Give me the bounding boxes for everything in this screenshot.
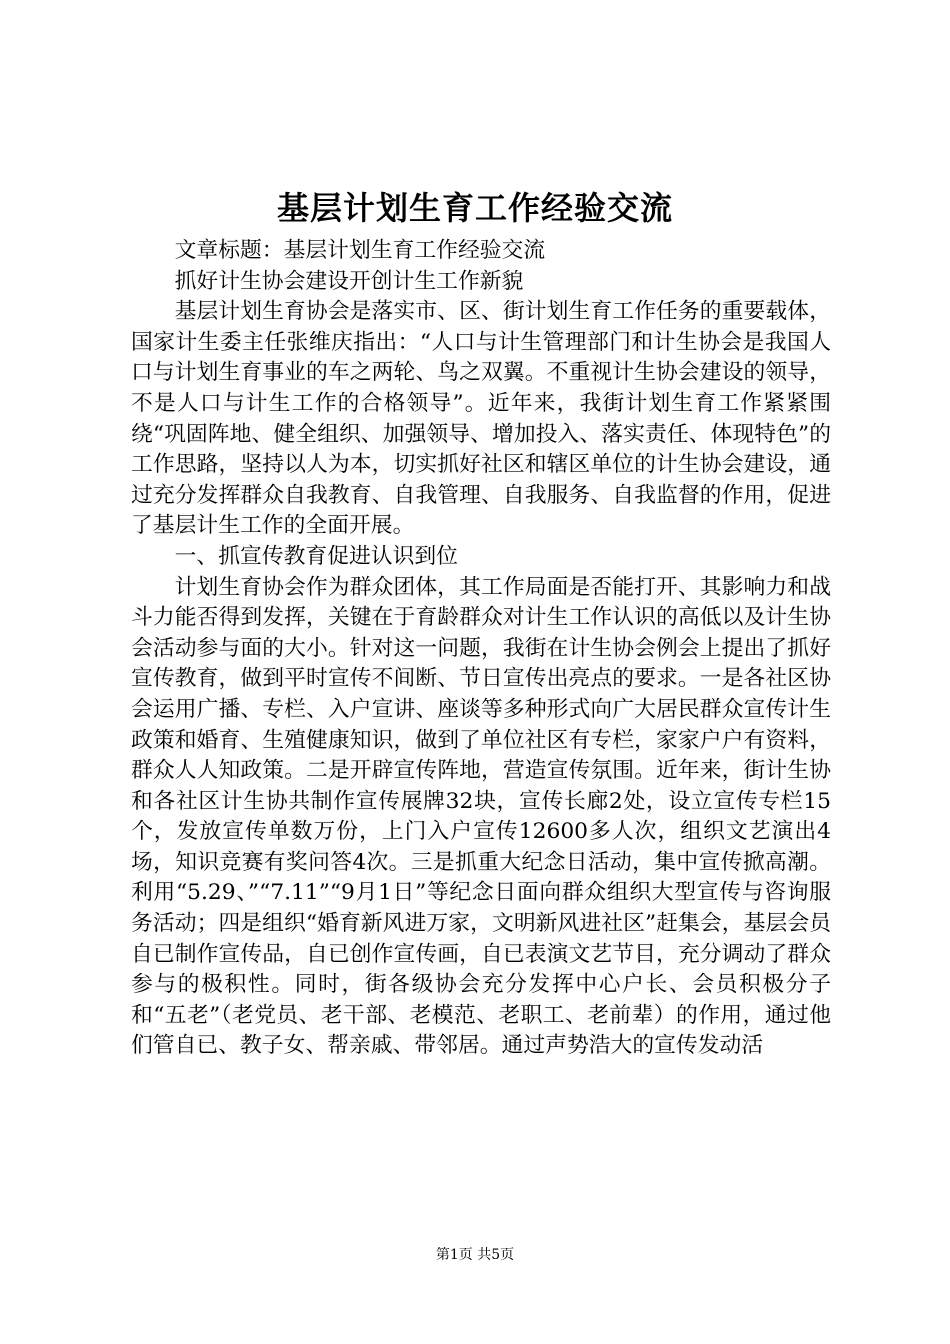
page-footer: 第1页 共5页: [435, 1247, 515, 1263]
document-body: [131, 236, 831, 1062]
subtitle-line: 抓好计生协会建设开创计生工作新貌: [174, 268, 524, 294]
document-title: 基层计划生育工作经验交流: [276, 189, 673, 227]
article-title-line: 文章标题：基层计划生育工作经验交流: [174, 238, 546, 263]
section-heading: 一、抓宣传教育促进认识到位: [174, 543, 458, 569]
intro-paragraph: 基层计划生育协会是落实市、区、街计划生育工作任务的重要载体，国家计生委主任张维庆指出：“人口与计生管理部门和计生协会是我国人口与计划生育事业的车之两轮、鸟之双翼。不重视计生协会建设的领导，不是人口与计生工作的合格领导”。近年来，我街计划生育工作紧紧围绕“巩固阵地、健全组织、加强领导、增加投入、落实责任、体现特色”的工作思路，坚持以人为本，切实抓好社区和辖区单位的计生协会建设，通过充分发挥群众自我教育、自我管理、自我服务、自我监督的作用，促进了基层计生工作的全面开展。: [131, 299, 831, 539]
section-paragraph: 计划生育协会作为群众团体，其工作局面是否能打开、其影响力和战斗力能否得到发挥，关键在于育龄群众对计生工作认识的高低以及计生协会活动参与面的大小。针对这一问题，我街在计生协会例会上提出了抓好宣传教育，做到平时宣传不间断、节日宣传出亮点的要求。一是各社区协会运用广播、专栏、入户宣讲、座谈等多种形式向广大居民群众宣传计生政策和婚育、生殖健康知识，做到了单位社区有专栏，家家户户有资料，群众人人知政策。二是开辟宣传阵地，营造宣传氛围。近年来，街计生协和各社区计生协共制作宣传展牌32块，宣传长廊2处，设立宣传专栏15个，发放宣传单数万份，上门入户宣传12600多人次，组织文艺演出4场，知识竞赛有奖问答4次。三是抓重大纪念日活动，集中宣传掀高潮。利用“5.29、”“7.11”“9月1日”等纪念日面向群众组织大型宣传与咨询服务活动；四是组织“婚育新风进万家，文明新风进社区”赶集会，基层会员自已制作宣传品，自已创作宣传画，自已表演文艺节目，充分调动了群众参与的极积性。同时，街各级协会充分发挥中心户长、会员积极分子和“五老”（老党员、老干部、老模范、老职工、老前辈）的作用，通过他们管自已、教子女、帮亲戚、带邻居。通过声势浩大的宣传发动活: [131, 574, 831, 1059]
